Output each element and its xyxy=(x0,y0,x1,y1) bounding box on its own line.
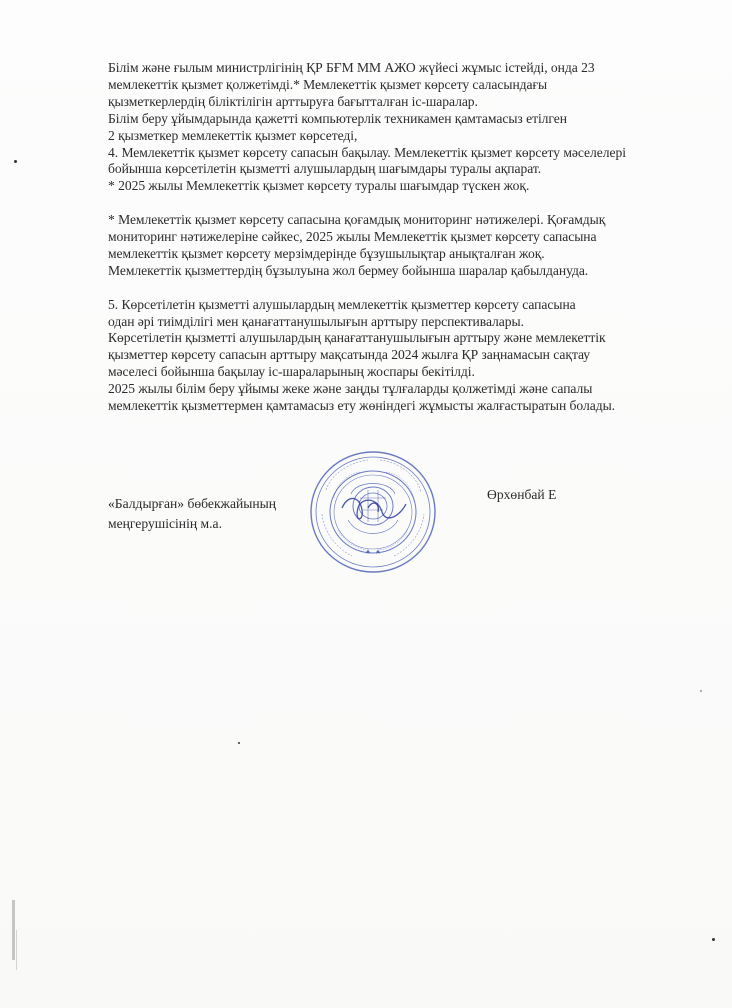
text-line: Білім беру ұйымдарында қажетті компьютерлік техникамен қамтамасыз етілген xyxy=(108,110,567,126)
signatory-org: «Балдырған» бөбекжайының xyxy=(108,496,277,511)
text-line: одан әрі тиімділігі мен қанағаттанушылығын арттыру перспективалары. xyxy=(108,313,524,329)
text-line: мемлекеттік қызмет қолжетімді.* Мемлекеттік қызмет көрсету саласындағы xyxy=(108,76,548,92)
text-line: 2025 жылы білім беру ұйымы жеке және заңды тұлғаларды қолжетімді және сапалы xyxy=(108,381,593,397)
scan-edge-mark xyxy=(12,900,15,960)
scan-speck xyxy=(712,938,715,941)
text-line: мемлекеттік қызмет көрсету мерзімдерінде бұзушылықтар анықталған жоқ. xyxy=(108,245,545,261)
text-line: қызметкерлердің біліктілігін арттыруға бағытталған іс-шаралар. xyxy=(108,93,478,109)
text-line: мәселесі бойынша бақылау іс-шараларының жоспары бекітілді. xyxy=(108,364,475,380)
official-seal-stamp xyxy=(308,450,438,575)
signatory-title: меңгерушісінің м.а. xyxy=(108,516,222,531)
text-line: мониторинг нәтижелеріне сәйкес, 2025 жылы Мемлекеттік қызмет көрсету сапасына xyxy=(108,229,597,245)
section-5-heading: 5. Көрсетілетін қызметті алушылардың мемлекеттік қызметтер көрсету сапасына xyxy=(108,296,576,312)
scan-speck xyxy=(14,160,17,163)
signatory-position xyxy=(108,494,276,534)
text-line: қызметтер көрсету сапасын арттыру мақсатында 2024 жылға ҚР заңнамасын сақтау xyxy=(108,347,591,363)
text-line: * Мемлекеттік қызмет көрсету сапасына қоғамдық мониторинг нәтижелері. Қоғамдық xyxy=(108,212,606,228)
scan-speck xyxy=(700,690,702,692)
text-line: Көрсетілетін қызметті алушылардың қанағаттанушылығын арттыру және мемлекеттік xyxy=(108,330,606,346)
text-line: Мемлекеттік қызметтердің бұзылуына жол бермеу бойынша шаралар қабылдануда. xyxy=(108,262,589,278)
text-line: бойынша көрсетілетін қызметті алушылардың шағымдары туралы ақпарат. xyxy=(108,161,542,177)
document-body xyxy=(108,60,688,415)
text-line: 2 қызметкер мемлекеттік қызмет көрсетеді, xyxy=(108,127,358,143)
text-line: мемлекеттік қызметтермен қамтамасыз ету жөніндегі жұмысты жалғастыратын болады. xyxy=(108,398,615,414)
text-line: * 2025 жылы Мемлекеттік қызмет көрсету туралы шағымдар түскен жоқ. xyxy=(108,178,530,194)
text-line: Білім және ғылым министрлігінің ҚР БҒМ ММ АЖО жүйесі жұмыс істейді, онда 23 xyxy=(108,60,595,75)
signatory-name: Өрхөнбай Е xyxy=(487,487,557,502)
scan-edge-mark xyxy=(16,930,17,970)
scan-speck xyxy=(238,742,240,744)
section-4-heading: 4. Мемлекеттік қызмет көрсету сапасын бақылау. Мемлекеттік қызмет көрсету мәселелері xyxy=(108,144,626,160)
